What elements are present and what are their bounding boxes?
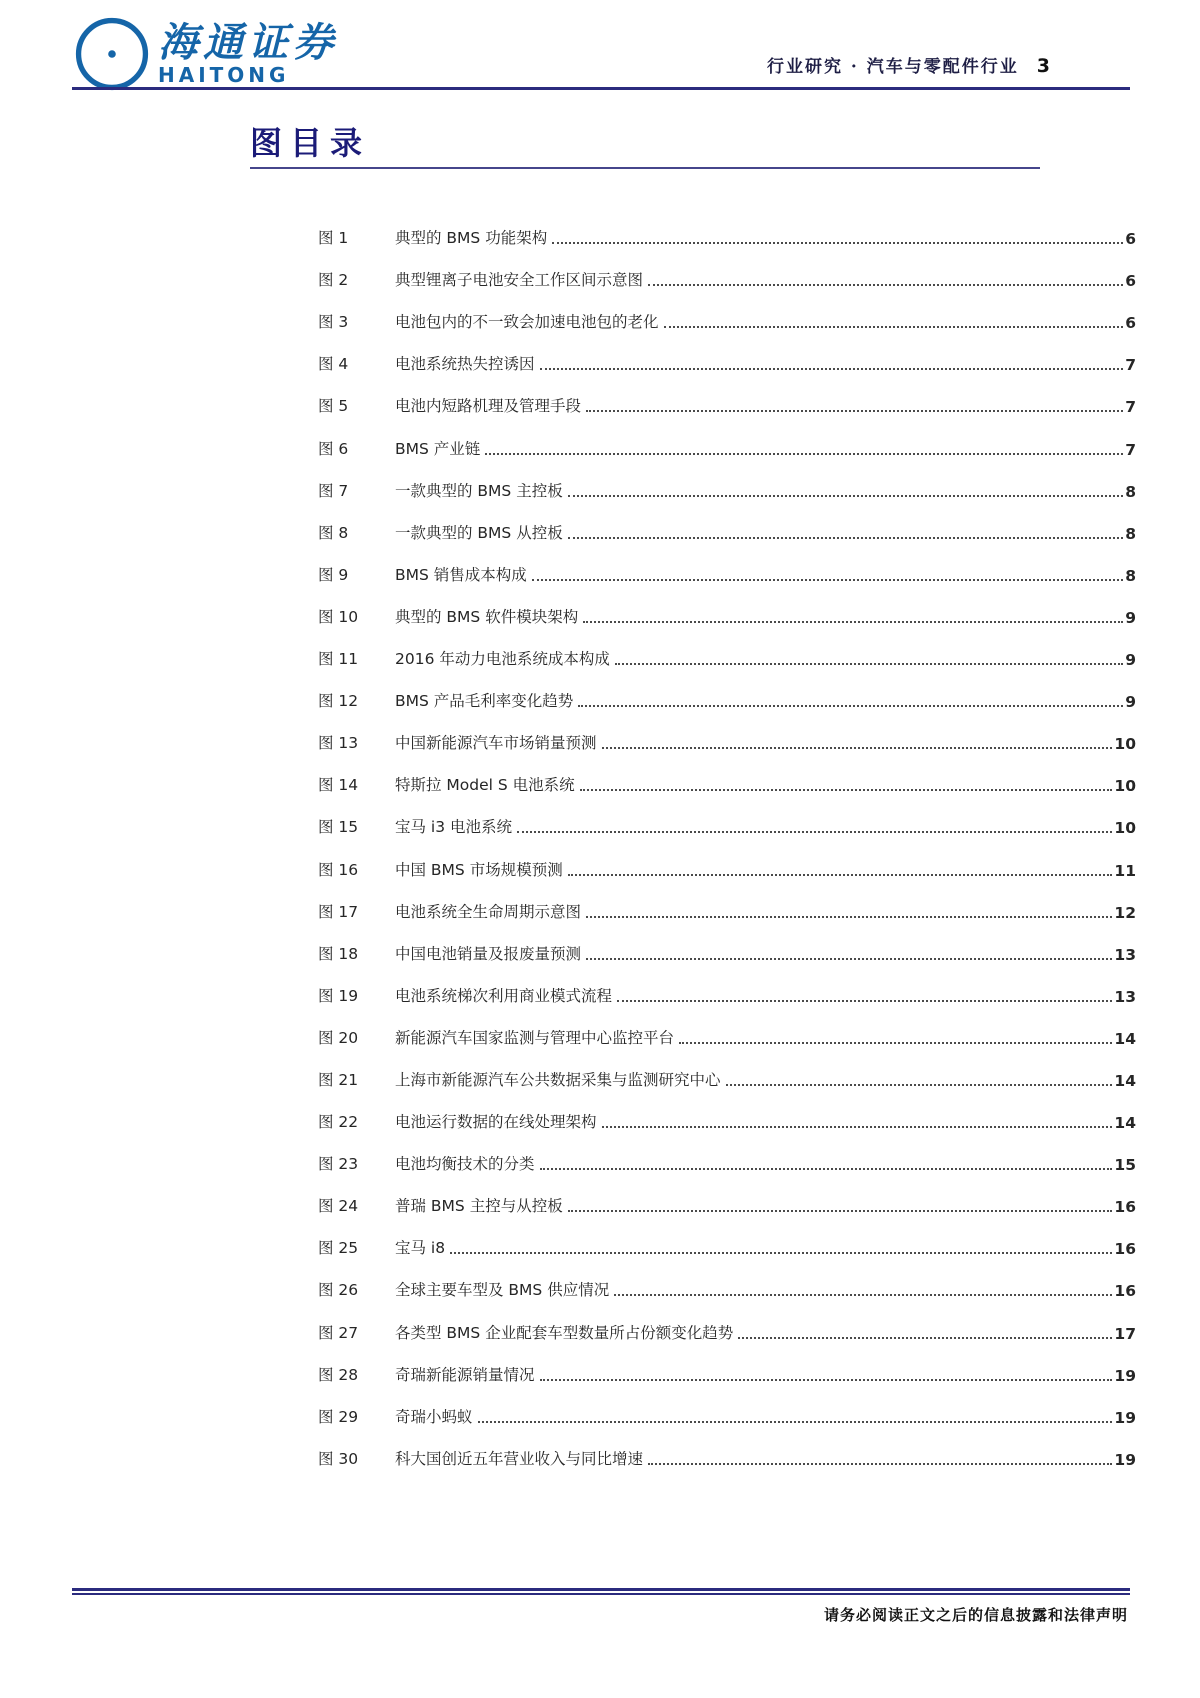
toc-dot-leader xyxy=(583,621,1123,623)
toc-entry-title: 普瑞 BMS 主控与从控板 xyxy=(395,1197,563,1216)
toc-entry-title: 电池运行数据的在线处理架构 xyxy=(395,1113,597,1132)
toc-entry-label: 图 2 xyxy=(318,271,349,290)
toc-dot-leader xyxy=(485,453,1123,455)
toc-entry[interactable] xyxy=(318,332,1136,374)
toc-entry-title: 典型锂离子电池安全工作区间示意图 xyxy=(395,271,644,290)
toc-entry-label: 图 13 xyxy=(318,734,359,753)
toc-entry-label: 图 8 xyxy=(318,523,349,542)
toc-entry-label: 图 10 xyxy=(318,607,359,626)
toc-entry-page: 13 xyxy=(1114,987,1136,1006)
toc-entry[interactable] xyxy=(318,922,1136,964)
toc-entry-label: 图 14 xyxy=(318,776,359,795)
toc-entry-title: 各类型 BMS 企业配套车型数量所占份额变化趋势 xyxy=(395,1323,734,1342)
toc-entry[interactable] xyxy=(318,1385,1136,1427)
toc-entry[interactable] xyxy=(318,416,1136,458)
toc-dot-leader xyxy=(738,1337,1112,1339)
toc-entry[interactable] xyxy=(318,669,1136,711)
toc-entry-title: 典型的 BMS 软件模块架构 xyxy=(395,607,579,626)
toc-dot-leader xyxy=(517,831,1112,833)
toc-entry-page: 7 xyxy=(1125,398,1136,417)
toc-entry-page: 19 xyxy=(1114,1450,1136,1469)
toc-entry-title: 上海市新能源汽车公共数据采集与监测研究中心 xyxy=(395,1070,721,1089)
haitong-logo xyxy=(74,16,338,92)
toc-entry-label: 图 1 xyxy=(318,229,349,248)
toc-entry-title: 电池系统梯次利用商业模式流程 xyxy=(395,986,613,1005)
toc-entry-title: 宝马 i8 xyxy=(395,1239,446,1258)
toc-entry-label: 图 17 xyxy=(318,902,359,921)
toc-entry[interactable] xyxy=(318,1090,1136,1132)
toc-dot-leader xyxy=(726,1084,1113,1086)
toc-dot-leader xyxy=(664,326,1124,328)
toc-entry[interactable] xyxy=(318,1300,1136,1342)
toc-entry-page: 13 xyxy=(1114,945,1136,964)
toc-entry-page: 16 xyxy=(1114,1198,1136,1217)
footer-rule xyxy=(72,1588,1130,1595)
toc-dot-leader xyxy=(580,789,1113,791)
toc-entry[interactable] xyxy=(318,290,1136,332)
toc-entry[interactable] xyxy=(318,1216,1136,1258)
toc-entry[interactable] xyxy=(318,711,1136,753)
toc-entry[interactable] xyxy=(318,964,1136,1006)
toc-entry[interactable] xyxy=(318,1258,1136,1300)
toc-entry[interactable] xyxy=(318,1174,1136,1216)
toc-entry-label: 图 18 xyxy=(318,944,359,963)
toc-entry-page: 9 xyxy=(1125,651,1136,670)
logo-brand-chinese: 海通证券 xyxy=(158,18,338,66)
toc-entry-page: 6 xyxy=(1125,272,1136,291)
toc-entry-page: 10 xyxy=(1114,819,1136,838)
header-page-number: 3 xyxy=(1036,55,1050,77)
toc-entry-title: 奇瑞新能源销量情况 xyxy=(395,1365,535,1384)
toc-entry-label: 图 6 xyxy=(318,439,349,458)
toc-dot-leader xyxy=(615,663,1123,665)
toc-entry-page: 15 xyxy=(1114,1156,1136,1175)
toc-dot-leader xyxy=(540,368,1124,370)
toc-dot-leader xyxy=(648,284,1123,286)
toc-dot-leader xyxy=(540,1168,1113,1170)
toc-entry[interactable] xyxy=(318,1006,1136,1048)
toc-entry-page: 7 xyxy=(1125,356,1136,375)
toc-entry-page: 19 xyxy=(1114,1366,1136,1385)
toc-entry-label: 图 21 xyxy=(318,1070,359,1089)
toc-entry-title: 一款典型的 BMS 主控板 xyxy=(395,481,563,500)
toc-entry-page: 10 xyxy=(1114,777,1136,796)
toc-entry-label: 图 7 xyxy=(318,481,349,500)
toc-entry-label: 图 27 xyxy=(318,1323,359,1342)
toc-dot-leader xyxy=(679,1042,1112,1044)
toc-dot-leader xyxy=(578,705,1123,707)
toc-entry-label: 图 20 xyxy=(318,1028,359,1047)
toc-entry-label: 图 25 xyxy=(318,1239,359,1258)
header-meta xyxy=(767,52,1050,77)
toc-entry-label: 图 22 xyxy=(318,1113,359,1132)
footer-disclaimer: 请务必阅读正文之后的信息披露和法律声明 xyxy=(823,1606,1128,1624)
header-rule xyxy=(72,87,1130,90)
toc-dot-leader xyxy=(450,1252,1112,1254)
haitong-logo-icon xyxy=(74,16,150,92)
toc-entry-page: 8 xyxy=(1125,524,1136,543)
toc-entry-label: 图 24 xyxy=(318,1197,359,1216)
toc-entry-page: 16 xyxy=(1114,1282,1136,1301)
toc-dot-leader xyxy=(586,958,1112,960)
toc-entry-title: 全球主要车型及 BMS 供应情况 xyxy=(395,1281,610,1300)
toc-dot-leader xyxy=(532,579,1123,581)
toc-dot-leader xyxy=(602,747,1113,749)
toc-dot-leader xyxy=(568,874,1113,876)
toc-entry-page: 9 xyxy=(1125,693,1136,712)
toc-entry-page: 10 xyxy=(1114,735,1136,754)
toc-dot-leader xyxy=(568,537,1124,539)
toc-entry[interactable] xyxy=(318,1343,1136,1385)
toc-entry[interactable] xyxy=(318,1427,1136,1469)
toc-dot-leader xyxy=(540,1379,1113,1381)
toc-dot-leader xyxy=(602,1126,1113,1128)
toc-entry-label: 图 4 xyxy=(318,355,349,374)
toc-entry-title: BMS 产业链 xyxy=(395,439,481,458)
toc-dot-leader xyxy=(478,1421,1113,1423)
header-category: 行业研究 · 汽车与零配件行业 xyxy=(767,57,1019,77)
toc-entry-page: 6 xyxy=(1125,230,1136,249)
toc-entry-label: 图 29 xyxy=(318,1407,359,1426)
toc-entry[interactable] xyxy=(318,1048,1136,1090)
toc-entry[interactable] xyxy=(318,248,1136,290)
toc-dot-leader xyxy=(568,1210,1113,1212)
toc-entry[interactable] xyxy=(318,1132,1136,1174)
toc-entry-title: 中国电池销量及报废量预测 xyxy=(395,944,582,963)
toc-entry[interactable] xyxy=(318,837,1136,879)
toc-entry-title: 中国 BMS 市场规模预测 xyxy=(395,860,563,879)
title-rule xyxy=(250,167,1040,169)
toc-entry[interactable] xyxy=(318,374,1136,416)
toc-entry-label: 图 19 xyxy=(318,986,359,1005)
toc-entry-label: 图 26 xyxy=(318,1281,359,1300)
toc-entry-page: 19 xyxy=(1114,1408,1136,1427)
toc-entry-page: 14 xyxy=(1114,1114,1136,1133)
toc-entry-title: 2016 年动力电池系统成本构成 xyxy=(395,650,610,669)
toc-dot-leader xyxy=(586,916,1112,918)
toc-entry-label: 图 5 xyxy=(318,397,349,416)
toc-entry-label: 图 9 xyxy=(318,565,349,584)
logo-text xyxy=(158,18,338,87)
toc-entry-title: 电池系统热失控诱因 xyxy=(395,355,535,374)
toc-entry[interactable] xyxy=(318,585,1136,627)
toc-entry-page: 8 xyxy=(1125,482,1136,501)
toc-entry-page: 9 xyxy=(1125,608,1136,627)
toc-entry-title: 电池均衡技术的分类 xyxy=(395,1155,535,1174)
toc-entry-title: 电池包内的不一致会加速电池包的老化 xyxy=(395,313,659,332)
toc-entry-title: 宝马 i3 电池系统 xyxy=(395,818,513,837)
toc-entry-page: 7 xyxy=(1125,440,1136,459)
toc-entry-label: 图 11 xyxy=(318,650,359,669)
toc-entry[interactable] xyxy=(318,206,1136,248)
toc-entry-page: 14 xyxy=(1114,1071,1136,1090)
toc-entry[interactable] xyxy=(318,459,1136,501)
toc-entry-label: 图 16 xyxy=(318,860,359,879)
toc-entry-title: 电池内短路机理及管理手段 xyxy=(395,397,582,416)
toc-entry-title: 中国新能源汽车市场销量预测 xyxy=(395,734,597,753)
toc-dot-leader xyxy=(586,410,1123,412)
toc-entry-label: 图 3 xyxy=(318,313,349,332)
toc-entry-page: 8 xyxy=(1125,566,1136,585)
toc-entry-title: BMS 销售成本构成 xyxy=(395,565,527,584)
toc-entry-page: 16 xyxy=(1114,1240,1136,1259)
toc-dot-leader xyxy=(568,495,1124,497)
toc-dot-leader xyxy=(614,1294,1112,1296)
toc-entry-page: 14 xyxy=(1114,1029,1136,1048)
toc-dot-leader xyxy=(617,1000,1112,1002)
toc-entry-title: 电池系统全生命周期示意图 xyxy=(395,902,582,921)
toc-dot-leader xyxy=(648,1463,1112,1465)
toc-entry-label: 图 12 xyxy=(318,692,359,711)
toc-entry-title: 科大国创近五年营业收入与同比增速 xyxy=(395,1449,644,1468)
toc-entry-label: 图 23 xyxy=(318,1155,359,1174)
toc-entry[interactable] xyxy=(318,753,1136,795)
toc-list xyxy=(318,206,1136,1469)
toc-entry[interactable] xyxy=(318,543,1136,585)
toc-entry-title: 典型的 BMS 功能架构 xyxy=(395,229,548,248)
toc-entry-title: 新能源汽车国家监测与管理中心监控平台 xyxy=(395,1028,675,1047)
toc-entry-title: 奇瑞小蚂蚁 xyxy=(395,1407,473,1426)
toc-entry-title: 特斯拉 Model S 电池系统 xyxy=(395,776,575,795)
page-title: 图目录 xyxy=(250,124,371,162)
toc-entry[interactable] xyxy=(318,880,1136,922)
toc-entry-title: 一款典型的 BMS 从控板 xyxy=(395,523,563,542)
toc-dot-leader xyxy=(552,242,1123,244)
toc-entry-page: 11 xyxy=(1114,861,1136,880)
logo-brand-english: HAITONG xyxy=(158,62,290,87)
toc-entry-title: BMS 产品毛利率变化趋势 xyxy=(395,692,574,711)
toc-entry-label: 图 15 xyxy=(318,818,359,837)
toc-entry-label: 图 28 xyxy=(318,1365,359,1384)
toc-entry[interactable] xyxy=(318,795,1136,837)
toc-entry-label: 图 30 xyxy=(318,1449,359,1468)
toc-entry-page: 6 xyxy=(1125,314,1136,333)
toc-entry-page: 12 xyxy=(1114,903,1136,922)
toc-entry-page: 17 xyxy=(1114,1324,1136,1343)
toc-entry[interactable] xyxy=(318,627,1136,669)
toc-entry[interactable] xyxy=(318,501,1136,543)
